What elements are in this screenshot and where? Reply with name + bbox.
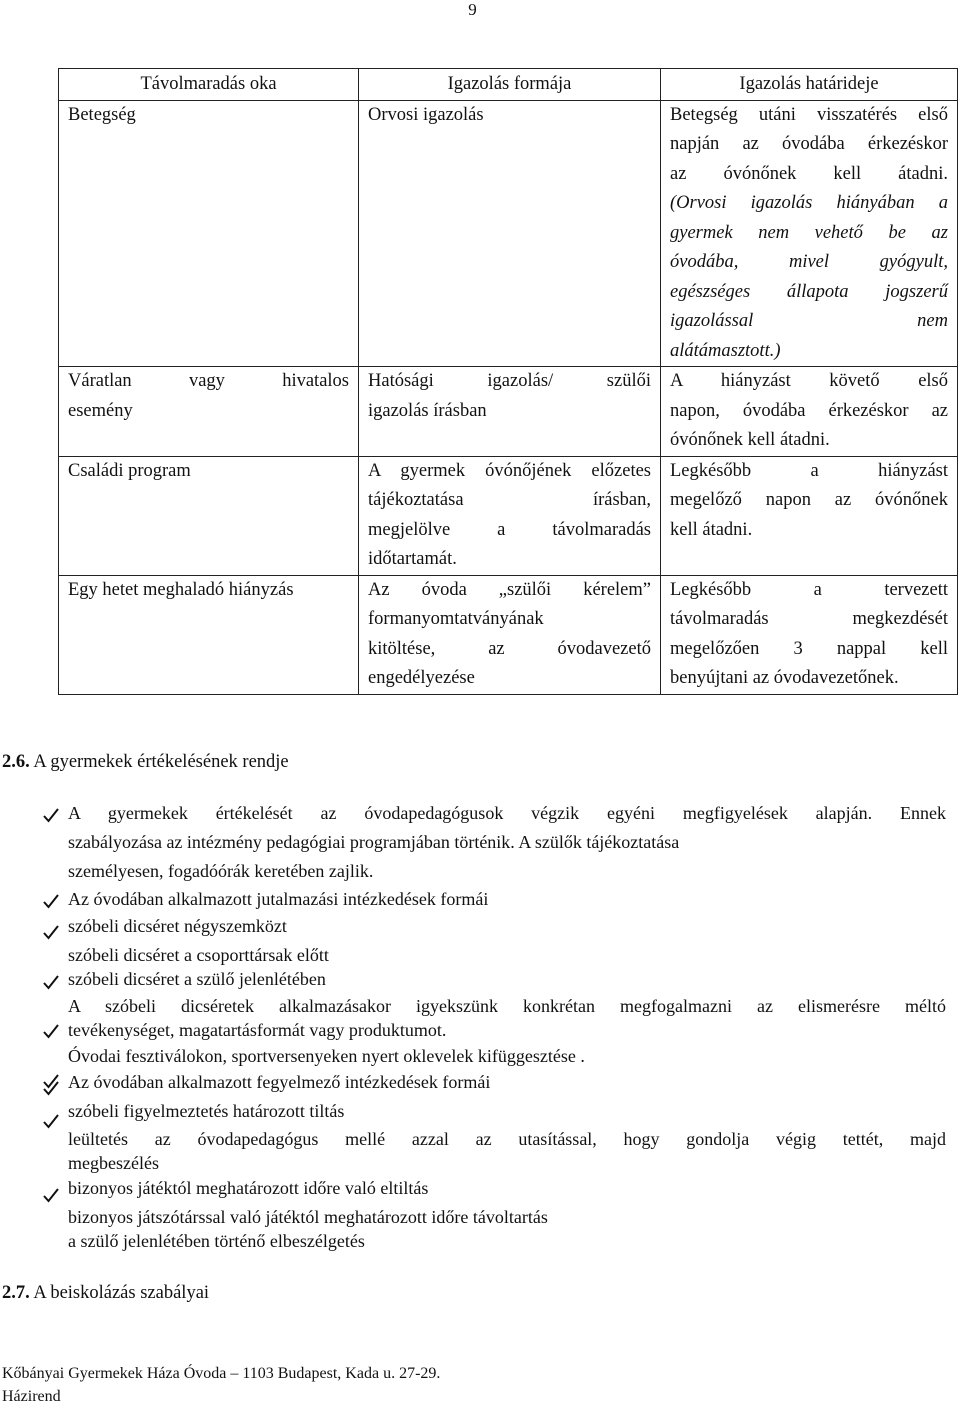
body-line: megbeszélés xyxy=(68,1153,159,1173)
header-reason: Távolmaradás oka xyxy=(59,69,359,101)
section-heading-2-6 xyxy=(2,752,289,773)
deadline-line: megelőzően 3 nappal kell xyxy=(670,638,948,659)
deadline-line: napján az óvodába érkezéskor xyxy=(670,134,948,154)
page-footer xyxy=(2,1362,440,1408)
form-line: kitöltése, az óvodavezető xyxy=(368,638,651,659)
deadline-line: kell átadni. xyxy=(670,519,753,540)
body-line: Az óvodában alkalmazott jutalmazási intézkedések formái xyxy=(68,889,489,909)
reason-cell xyxy=(59,367,359,457)
checkmark-icon xyxy=(43,893,59,909)
checkmark-icon xyxy=(43,1113,59,1129)
deadline-line: Legkésőbb a tervezett xyxy=(670,579,948,600)
reason-line: Váratlan vagy hivatalos xyxy=(68,371,349,391)
form-cell xyxy=(359,575,661,694)
footer-document-name: Házirend xyxy=(2,1388,61,1405)
form-line: formanyomtatványának xyxy=(368,609,544,629)
form-line: időtartamát. xyxy=(368,549,457,569)
absence-justification-table xyxy=(58,68,958,695)
body-line: szabályozása az intézmény pedagógiai programjában történik. A szülők tájékoztatása xyxy=(68,832,680,852)
body-line: leültetés az óvodapedagógus mellé azzal az utasítással, hogy gondolja végig tettét, majd xyxy=(68,1129,946,1149)
form-line: igazolás írásban xyxy=(368,400,487,421)
body-line: bizonyos játéktól meghatározott időre való eltiltás xyxy=(68,1178,429,1198)
deadline-line: az óvónőnek kell átadni. xyxy=(670,163,948,184)
section-number: 2.7. xyxy=(2,1283,30,1303)
deadline-cell xyxy=(661,575,958,694)
reason-cell: Egy hetet meghaladó hiányzás xyxy=(59,575,359,694)
body-line: szóbeli dicséret a csoporttársak előtt xyxy=(68,945,329,965)
deadline-note-line: igazolással nem xyxy=(670,311,948,331)
body-line: Az óvodában alkalmazott fegyelmező intézkedések formái xyxy=(68,1072,491,1092)
table-row xyxy=(59,100,958,367)
deadline-line: Betegség utáni visszatérés első xyxy=(670,104,948,125)
deadline-note-line: egészséges állapota jogszerű xyxy=(670,281,948,302)
body-line: szóbeli dicséret négyszemközt xyxy=(68,916,287,936)
deadline-line: megelőző napon az óvónőnek xyxy=(670,490,948,510)
body-line: a szülő jelenlétében történő elbeszélgetés xyxy=(68,1231,365,1251)
body-line: A gyermekek értékelését az óvodapedagógusok végzik egyéni megfigyelések alapján. Ennek xyxy=(68,803,946,823)
deadline-line: napon, óvodába érkezéskor az xyxy=(670,400,948,421)
deadline-note-line: (Orvosi igazolás hiányában a xyxy=(670,193,948,213)
checkmark-icon xyxy=(43,974,59,990)
checkmark-icon xyxy=(43,1187,59,1203)
table-header-row xyxy=(59,69,958,101)
form-line: Az óvoda „szülői kérelem” xyxy=(368,579,651,600)
body-line: szóbeli dicséret a szülő jelenlétében xyxy=(68,969,326,989)
body-line: A szóbeli dicséretek alkalmazásakor igyekszünk konkrétan megfogalmazni az elismerésre méltó xyxy=(68,996,946,1016)
table-row xyxy=(59,456,958,575)
form-line: A gyermek óvónőjének előzetes xyxy=(368,460,651,481)
deadline-note-line: alátámasztott.) xyxy=(670,340,781,361)
deadline-cell xyxy=(661,456,958,575)
deadline-note-line: gyermek nem vehető be az xyxy=(670,222,948,243)
body-line: szóbeli figyelmeztetés határozott tiltás xyxy=(68,1101,345,1121)
form-cell xyxy=(359,456,661,575)
table-row xyxy=(59,367,958,457)
body-line: személyesen, fogadóórák keretében zajlik. xyxy=(68,861,374,881)
deadline-cell xyxy=(661,367,958,457)
table-row xyxy=(59,575,958,694)
reason-line: esemény xyxy=(68,400,133,421)
body-line: bizonyos játszótárssal való játéktól meghatározott időre távoltartás xyxy=(68,1207,548,1227)
reason-cell: Családi program xyxy=(59,456,359,575)
footer-institution: Kőbányai Gyermekek Háza Óvoda – 1103 Budapest, Kada u. 27-29. xyxy=(2,1365,441,1382)
section-title: A gyermekek értékelésének rendje xyxy=(29,752,289,772)
reason-cell: Betegség xyxy=(59,100,359,367)
section-number: 2.6. xyxy=(2,752,30,772)
deadline-line: A hiányzást követő első xyxy=(670,371,948,391)
deadline-note-line: óvodába, mivel gyógyult, xyxy=(670,252,948,272)
checkmark-icon xyxy=(43,807,59,823)
section-title: A beiskolázás szabályai xyxy=(29,1283,210,1303)
form-line: Hatósági igazolás/ szülői xyxy=(368,371,651,391)
header-form: Igazolás formája xyxy=(359,69,661,101)
deadline-line: óvónőnek kell átadni. xyxy=(670,430,830,450)
deadline-cell xyxy=(661,100,958,367)
form-line: tájékoztatása írásban, xyxy=(368,490,651,510)
form-line: megjelölve a távolmaradás xyxy=(368,519,651,540)
form-line: engedélyezése xyxy=(368,668,475,688)
form-cell: Orvosi igazolás xyxy=(359,100,661,367)
checkmark-icon xyxy=(43,924,59,940)
body-line: tevékenységet, magatartásformát vagy produktumot. xyxy=(68,1020,447,1040)
header-deadline: Igazolás határideje xyxy=(661,69,958,101)
checkmark-icon xyxy=(43,1023,59,1039)
form-cell xyxy=(359,367,661,457)
deadline-line: Legkésőbb a hiányzást xyxy=(670,460,948,481)
body-line: Óvodai fesztiválokon, sportversenyeken nyert oklevelek kifüggesztése . xyxy=(68,1046,585,1066)
page-number: 9 xyxy=(468,0,477,19)
deadline-line: távolmaradás megkezdését xyxy=(670,609,948,629)
section-heading-2-7 xyxy=(2,1283,209,1304)
checkmark-icon xyxy=(43,1080,59,1096)
deadline-line: benyújtani az óvodavezetőnek. xyxy=(670,668,899,688)
